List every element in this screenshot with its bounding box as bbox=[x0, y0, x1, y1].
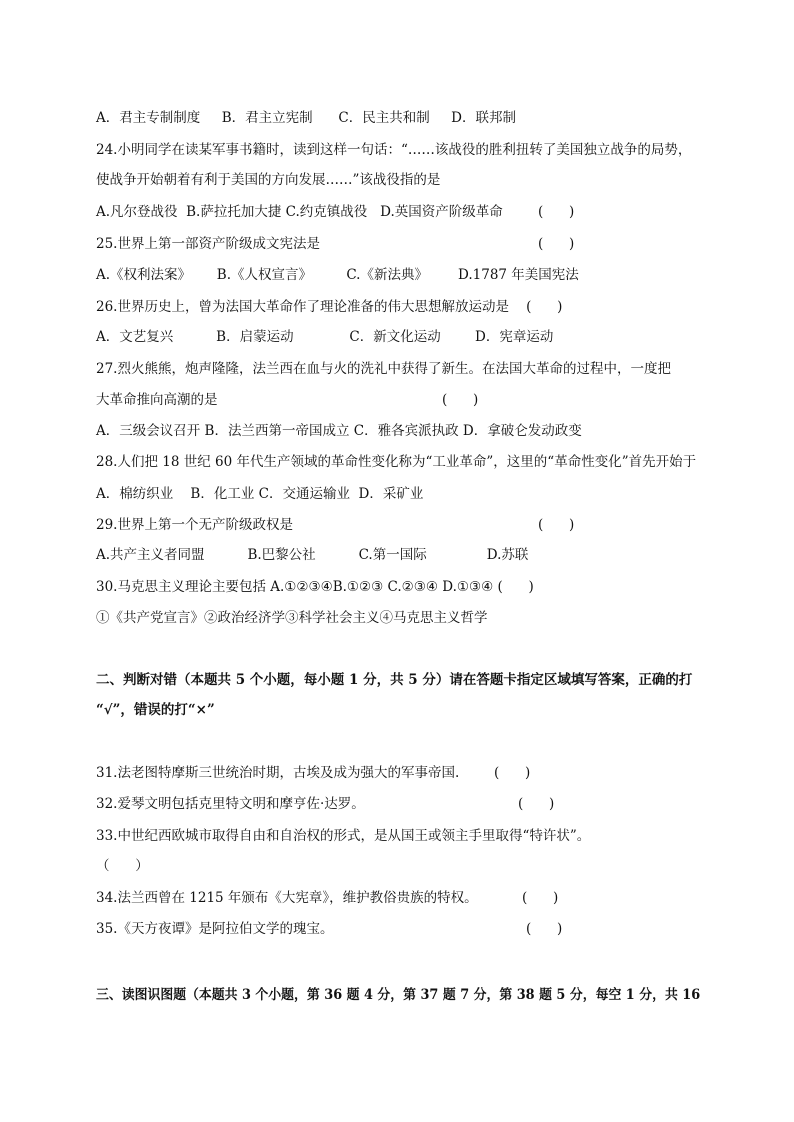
q30-items bbox=[96, 608, 488, 628]
line-text: 28.人们把 18 世纪 60 年代生产领域的革命性变化称为“工业革命”，这里的“革命性变化”首先开始于 bbox=[96, 454, 697, 470]
line-text: 32.爱琴文明包括克里特文明和摩亨佐·达罗。 bbox=[96, 796, 365, 812]
line-text: 25.世界上第一部资产阶级成文宪法是 bbox=[96, 236, 320, 252]
section-2-heading-line2 bbox=[96, 700, 215, 720]
line-text: ①《共产党宣言》②政治经济学③科学社会主义④马克思主义哲学 bbox=[96, 610, 488, 626]
q30-stem bbox=[96, 577, 534, 597]
line-text: 29.世界上第一个无产阶级政权是 bbox=[96, 517, 293, 533]
heading-text: 三、读图识图题（本题共 3 个小题，第 36 题 4 分，第 37 题 7 分，第 38 题 5 分，每空 1 分，共 16 bbox=[96, 987, 701, 1003]
line-text: 26.世界历史上，曾为法国大革命作了理论准备的伟大思想解放运动是 ( ) bbox=[96, 299, 563, 315]
q24-options bbox=[96, 202, 575, 222]
q25-options bbox=[96, 265, 579, 285]
q28-options bbox=[96, 484, 423, 504]
q24-stem-line2 bbox=[96, 170, 440, 190]
q29-options bbox=[96, 545, 528, 565]
line-text: 35.《天方夜谭》是阿拉伯文学的瑰宝。 bbox=[96, 921, 334, 937]
answer-bracket: ( ) bbox=[538, 517, 575, 533]
answer-bracket: ( ) bbox=[518, 796, 555, 812]
section-2-heading-line1 bbox=[96, 670, 692, 690]
line-text: A．君主专制制度 B．君主立宪制 C．民主共和制 D．联邦制 bbox=[96, 110, 516, 126]
q23-options bbox=[96, 108, 516, 128]
heading-text: “√”，错误的打“×” bbox=[96, 702, 215, 718]
q24-stem-line1 bbox=[96, 140, 691, 160]
q29-stem bbox=[96, 515, 575, 535]
line-text: A．三级会议召开 B．法兰西第一帝国成立 C．雅各宾派执政 D．拿破仑发动政变 bbox=[96, 423, 582, 439]
line-text: A．棉纺织业 B．化工业 C．交通运输业 D．采矿业 bbox=[96, 486, 424, 502]
q27-stem-line1 bbox=[96, 359, 671, 379]
answer-bracket: ( ) bbox=[538, 204, 575, 220]
line-text: A.凡尔登战役 B.萨拉托加大捷 C.约克镇战役 D.英国资产阶级革命 bbox=[96, 204, 503, 220]
line-text: 24.小明同学在读某军事书籍时，读到这样一句话：“……该战役的胜利扭转了美国独立战争的局势， bbox=[96, 142, 692, 158]
q31 bbox=[96, 763, 531, 783]
line-text: 使战争开始朝着有利于美国的方向发展……”该战役指的是 bbox=[96, 172, 441, 188]
q26-options bbox=[96, 327, 553, 347]
q26-stem bbox=[96, 297, 562, 317]
answer-bracket: ( ) bbox=[538, 236, 575, 252]
q33-bracket bbox=[96, 856, 149, 876]
line-text: 34.法兰西曾在 1215 年颁布《大宪章》，维护教俗贵族的特权。 bbox=[96, 890, 478, 906]
line-text: A．文艺复兴 B．启蒙运动 C．新文化运动 D．宪章运动 bbox=[96, 329, 554, 345]
q32 bbox=[96, 794, 555, 814]
answer-bracket: ( ) bbox=[526, 921, 563, 937]
q28-stem bbox=[96, 452, 696, 472]
line-text: 31.法老图特摩斯三世统治时期，古埃及成为强大的军事帝国. bbox=[96, 765, 460, 781]
section-3-heading bbox=[96, 985, 700, 1005]
q33 bbox=[96, 826, 590, 846]
answer-bracket: （ ） bbox=[96, 858, 149, 874]
answer-bracket: ( ) bbox=[522, 890, 559, 906]
q35 bbox=[96, 919, 563, 939]
line-text: A.《权利法案》 B.《人权宣言》 C.《新法典》 D.1787 年美国宪法 bbox=[96, 267, 579, 283]
answer-bracket: ( ) bbox=[442, 392, 479, 408]
q25-stem bbox=[96, 234, 575, 254]
q34 bbox=[96, 888, 559, 908]
q27-stem-line2 bbox=[96, 390, 479, 410]
q27-options bbox=[96, 421, 582, 441]
line-text: 大革命推向高潮的是 bbox=[96, 392, 218, 408]
line-text: 27.烈火熊熊，炮声隆隆，法兰西在血与火的洗礼中获得了新生。在法国大革命的过程中，一度把 bbox=[96, 361, 671, 377]
line-text: 30.马克思主义理论主要包括 A.①②③④B.①②③ C.②③④ D.①③④ ( ) bbox=[96, 579, 534, 595]
heading-text: 二、判断对错（本题共 5 个小题，每小题 1 分，共 5 分）请在答题卡指定区域填写答案，正确的打 bbox=[96, 672, 693, 688]
line-text: 33.中世纪西欧城市取得自由和自治权的形式，是从国王或领主手里取得“特许状”。 bbox=[96, 828, 591, 844]
answer-bracket: ( ) bbox=[494, 765, 531, 781]
line-text: A.共产主义者同盟 B.巴黎公社 C.第一国际 D.苏联 bbox=[96, 547, 529, 563]
